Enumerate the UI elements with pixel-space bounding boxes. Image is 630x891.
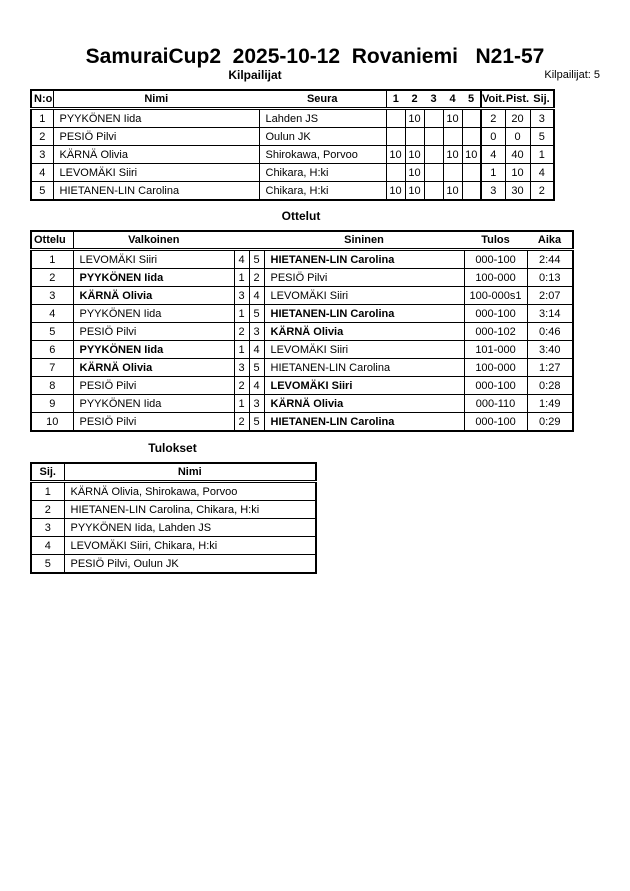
score-vs-4: 10 xyxy=(443,146,462,164)
score-vs-4 xyxy=(443,128,462,146)
competitor-name: PESIÖ Pilvi xyxy=(53,128,259,146)
competitor-club: Oulun JK xyxy=(259,128,386,146)
col-header-blue: Sininen xyxy=(264,231,464,250)
competitor-points: 10 xyxy=(505,164,530,182)
match-time: 2:44 xyxy=(527,250,573,269)
match-result: 100-000 xyxy=(464,269,527,287)
score-vs-3 xyxy=(424,109,443,128)
competitor-place: 5 xyxy=(530,128,554,146)
blue-competitor: PESIÖ Pilvi xyxy=(264,269,464,287)
white-competitor-number: 1 xyxy=(234,269,249,287)
standings-row xyxy=(31,555,316,574)
white-competitor-number: 1 xyxy=(234,341,249,359)
col-header-club: Seura xyxy=(259,90,386,109)
competitor-row xyxy=(31,164,554,182)
match-result: 100-000 xyxy=(464,359,527,377)
competitor-wins: 3 xyxy=(481,182,505,201)
match-number: 5 xyxy=(31,323,73,341)
blue-competitor: KÄRNÄ Olivia xyxy=(264,395,464,413)
standings-row xyxy=(31,537,316,555)
col-header-blue-number xyxy=(249,231,264,250)
blue-competitor-number: 4 xyxy=(249,287,264,305)
white-competitor-number: 2 xyxy=(234,413,249,432)
match-number: 4 xyxy=(31,305,73,323)
col-header-result: Tulos xyxy=(464,231,527,250)
score-vs-3 xyxy=(424,164,443,182)
match-result: 100-000s1 xyxy=(464,287,527,305)
blue-competitor: HIETANEN-LIN Carolina xyxy=(264,250,464,269)
competitors-header-row xyxy=(31,90,554,109)
match-number: 1 xyxy=(31,250,73,269)
col-header-points: Pist. xyxy=(505,90,530,109)
score-vs-1: 10 xyxy=(386,182,405,201)
competitor-place: 4 xyxy=(530,164,554,182)
competitor-place: 2 xyxy=(530,182,554,201)
competitor-club: Chikara, H:ki xyxy=(259,164,386,182)
matches-header-row xyxy=(31,231,573,250)
competitor-row xyxy=(31,109,554,128)
standings-header-row xyxy=(31,463,316,482)
col-header-round-2: 2 xyxy=(405,90,424,109)
competitors-count: Kilpailijat: 5 xyxy=(544,69,600,81)
white-competitor: KÄRNÄ Olivia xyxy=(73,287,234,305)
blue-competitor-number: 3 xyxy=(249,395,264,413)
white-competitor: LEVOMÄKI Siiri xyxy=(73,250,234,269)
blue-competitor-number: 5 xyxy=(249,250,264,269)
score-vs-2: 10 xyxy=(405,109,424,128)
match-result: 101-000 xyxy=(464,341,527,359)
standings-place: 3 xyxy=(31,519,64,537)
match-result: 000-102 xyxy=(464,323,527,341)
col-header-no: N:o xyxy=(31,90,53,109)
match-number: 3 xyxy=(31,287,73,305)
score-vs-2: 10 xyxy=(405,164,424,182)
blue-competitor-number: 5 xyxy=(249,359,264,377)
blue-competitor: KÄRNÄ Olivia xyxy=(264,323,464,341)
score-vs-1 xyxy=(386,164,405,182)
blue-competitor-number: 2 xyxy=(249,269,264,287)
competitor-name: KÄRNÄ Olivia xyxy=(53,146,259,164)
match-time: 3:14 xyxy=(527,305,573,323)
match-number: 8 xyxy=(31,377,73,395)
match-row xyxy=(31,269,573,287)
competitor-club: Chikara, H:ki xyxy=(259,182,386,201)
page-title: SamuraiCup2 2025-10-12 Rovaniemi N21-57 xyxy=(85,45,545,68)
competitor-row xyxy=(31,146,554,164)
white-competitor-number: 3 xyxy=(234,287,249,305)
white-competitor: PYYKÖNEN Iida xyxy=(73,305,234,323)
match-result: 000-100 xyxy=(464,305,527,323)
competitor-club: Lahden JS xyxy=(259,109,386,128)
white-competitor-number: 4 xyxy=(234,250,249,269)
match-number: 2 xyxy=(31,269,73,287)
competitor-number: 2 xyxy=(31,128,53,146)
white-competitor: PESIÖ Pilvi xyxy=(73,413,234,432)
score-vs-3 xyxy=(424,146,443,164)
standings-name: KÄRNÄ Olivia, Shirokawa, Porvoo xyxy=(64,482,316,501)
blue-competitor: HIETANEN-LIN Carolina xyxy=(264,413,464,432)
match-row xyxy=(31,377,573,395)
match-row xyxy=(31,341,573,359)
standings-row xyxy=(31,482,316,501)
score-vs-5 xyxy=(462,128,481,146)
match-row xyxy=(31,250,573,269)
competitor-wins: 2 xyxy=(481,109,505,128)
competitors-table xyxy=(30,89,555,201)
matches-heading: Ottelut xyxy=(281,209,321,223)
standings-row xyxy=(31,519,316,537)
competitor-number: 1 xyxy=(31,109,53,128)
competitor-points: 30 xyxy=(505,182,530,201)
match-row xyxy=(31,359,573,377)
matches-table xyxy=(30,230,574,432)
standings-place: 4 xyxy=(31,537,64,555)
col-header-round-3: 3 xyxy=(424,90,443,109)
standings-name: PESIÖ Pilvi, Oulun JK xyxy=(64,555,316,574)
white-competitor: PYYKÖNEN Iida xyxy=(73,341,234,359)
blue-competitor: LEVOMÄKI Siiri xyxy=(264,287,464,305)
white-competitor: KÄRNÄ Olivia xyxy=(73,359,234,377)
competitor-name: HIETANEN-LIN Carolina xyxy=(53,182,259,201)
score-vs-3 xyxy=(424,182,443,201)
score-vs-2: 10 xyxy=(405,146,424,164)
standings-name: LEVOMÄKI Siiri, Chikara, H:ki xyxy=(64,537,316,555)
match-number: 7 xyxy=(31,359,73,377)
col-header-placement: Sij. xyxy=(31,463,64,482)
col-header-time: Aika xyxy=(527,231,573,250)
col-header-round-5: 5 xyxy=(462,90,481,109)
competitor-row xyxy=(31,182,554,201)
match-result: 000-110 xyxy=(464,395,527,413)
standings-place: 5 xyxy=(31,555,64,574)
standings-name: HIETANEN-LIN Carolina, Chikara, H:ki xyxy=(64,501,316,519)
col-header-round-1: 1 xyxy=(386,90,405,109)
match-row xyxy=(31,323,573,341)
score-vs-5 xyxy=(462,164,481,182)
competitor-points: 20 xyxy=(505,109,530,128)
match-number: 6 xyxy=(31,341,73,359)
match-number: 9 xyxy=(31,395,73,413)
match-time: 0:28 xyxy=(527,377,573,395)
col-header-match: Ottelu xyxy=(31,231,73,250)
competitor-wins: 0 xyxy=(481,128,505,146)
score-vs-5 xyxy=(462,109,481,128)
match-time: 0:46 xyxy=(527,323,573,341)
competitor-points: 40 xyxy=(505,146,530,164)
white-competitor: PYYKÖNEN Iida xyxy=(73,269,234,287)
competitor-wins: 4 xyxy=(481,146,505,164)
standings-row xyxy=(31,501,316,519)
match-number: 10 xyxy=(31,413,73,432)
score-vs-1: 10 xyxy=(386,146,405,164)
match-row xyxy=(31,287,573,305)
score-vs-5 xyxy=(462,182,481,201)
blue-competitor-number: 4 xyxy=(249,377,264,395)
blue-competitor-number: 5 xyxy=(249,305,264,323)
competitor-place: 1 xyxy=(530,146,554,164)
blue-competitor-number: 5 xyxy=(249,413,264,432)
match-result: 000-100 xyxy=(464,377,527,395)
col-header-white-number xyxy=(234,231,249,250)
blue-competitor: LEVOMÄKI Siiri xyxy=(264,377,464,395)
blue-competitor-number: 3 xyxy=(249,323,264,341)
match-time: 3:40 xyxy=(527,341,573,359)
match-row xyxy=(31,305,573,323)
competitor-points: 0 xyxy=(505,128,530,146)
competitor-place: 3 xyxy=(530,109,554,128)
score-vs-4 xyxy=(443,164,462,182)
col-header-name: Nimi xyxy=(53,90,259,109)
match-time: 1:27 xyxy=(527,359,573,377)
match-row xyxy=(31,395,573,413)
score-vs-2 xyxy=(405,128,424,146)
match-time: 0:29 xyxy=(527,413,573,432)
match-result: 000-100 xyxy=(464,250,527,269)
score-vs-4: 10 xyxy=(443,109,462,128)
match-row xyxy=(31,413,573,432)
standings-place: 2 xyxy=(31,501,64,519)
match-time: 1:49 xyxy=(527,395,573,413)
results-heading: Tulokset xyxy=(148,441,197,455)
competitor-number: 5 xyxy=(31,182,53,201)
col-header-white: Valkoinen xyxy=(73,231,234,250)
white-competitor-number: 2 xyxy=(234,377,249,395)
competitor-name: LEVOMÄKI Siiri xyxy=(53,164,259,182)
col-header-place: Sij. xyxy=(530,90,554,109)
col-header-standings-name: Nimi xyxy=(64,463,316,482)
white-competitor-number: 3 xyxy=(234,359,249,377)
white-competitor: PESIÖ Pilvi xyxy=(73,323,234,341)
match-time: 0:13 xyxy=(527,269,573,287)
competitor-wins: 1 xyxy=(481,164,505,182)
competitor-row xyxy=(31,128,554,146)
competitor-name: PYYKÖNEN Iida xyxy=(53,109,259,128)
white-competitor-number: 1 xyxy=(234,395,249,413)
competitor-club: Shirokawa, Porvoo xyxy=(259,146,386,164)
white-competitor-number: 1 xyxy=(234,305,249,323)
competitor-number: 3 xyxy=(31,146,53,164)
score-vs-5: 10 xyxy=(462,146,481,164)
score-vs-2: 10 xyxy=(405,182,424,201)
standings-table xyxy=(30,462,317,574)
white-competitor: PYYKÖNEN Iida xyxy=(73,395,234,413)
score-vs-1 xyxy=(386,128,405,146)
score-vs-4: 10 xyxy=(443,182,462,201)
blue-competitor-number: 4 xyxy=(249,341,264,359)
score-vs-1 xyxy=(386,109,405,128)
white-competitor: PESIÖ Pilvi xyxy=(73,377,234,395)
blue-competitor: HIETANEN-LIN Carolina xyxy=(264,359,464,377)
standings-name: PYYKÖNEN Iida, Lahden JS xyxy=(64,519,316,537)
col-header-wins: Voit. xyxy=(481,90,505,109)
competitors-heading: Kilpailijat xyxy=(228,68,282,82)
standings-place: 1 xyxy=(31,482,64,501)
match-time: 2:07 xyxy=(527,287,573,305)
competitor-number: 4 xyxy=(31,164,53,182)
blue-competitor: HIETANEN-LIN Carolina xyxy=(264,305,464,323)
col-header-round-4: 4 xyxy=(443,90,462,109)
white-competitor-number: 2 xyxy=(234,323,249,341)
match-result: 000-100 xyxy=(464,413,527,432)
blue-competitor: LEVOMÄKI Siiri xyxy=(264,341,464,359)
score-vs-3 xyxy=(424,128,443,146)
